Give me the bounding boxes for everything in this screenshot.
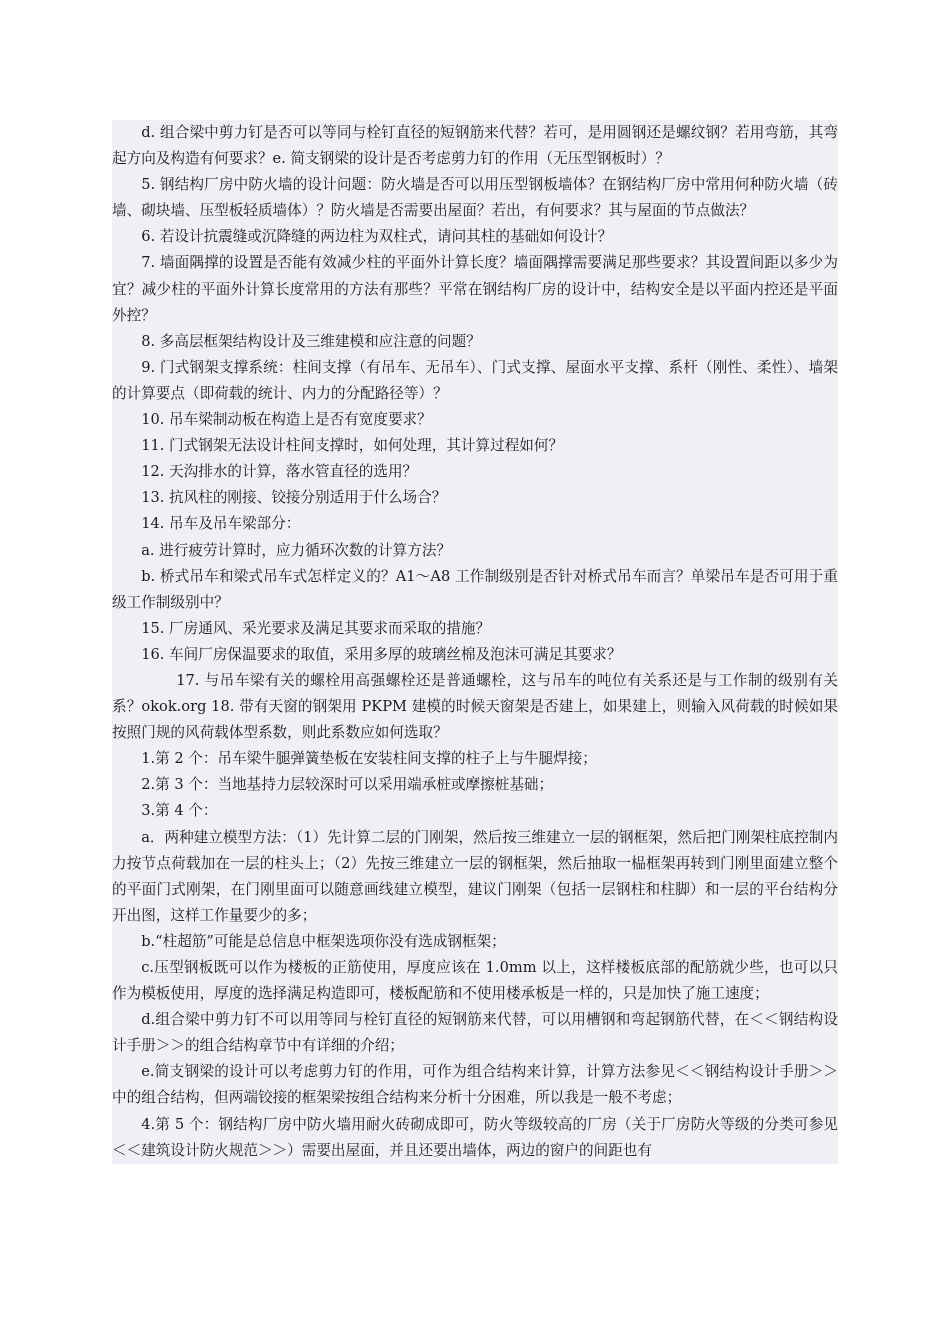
- paragraph-answer-3-d: d.组合梁中剪力钉不可以用等同与栓钉直径的短钢筋来代替，可以用槽钢和弯起钢筋代替，在＜＜钢结构设计手册＞＞的组合结构章节中有详细的介绍；: [112, 1007, 838, 1059]
- paragraph-q14-a: a. 进行疲劳计算时，应力循环次数的计算方法？: [112, 538, 838, 564]
- paragraph-q11: 11. 门式钢架无法设计柱间支撑时，如何处理，其计算过程如何？: [112, 433, 838, 459]
- paragraph-answer-3-b: b.“柱超筋”可能是总信息中框架选项你没有选成钢框架；: [112, 929, 838, 955]
- paragraph-answer-3-c: c.压型钢板既可以作为楼板的正筋使用，厚度应该在 1.0mm 以上，这样楼板底部的配筋就少些，也可以只作为模板使用，厚度的选择满足构造即可，楼板配筋和不使用楼承板是一样的，只是加快了施工速度；: [112, 955, 838, 1007]
- paragraph-q17-q18: 17. 与吊车梁有关的螺栓用高强螺栓还是普通螺栓，这与吊车的吨位有关系还是与工作制的级别有关系？okok.org 18. 带有天窗的钢架用 PKPM 建模的时候天窗架是否建上，如果建上，则输入风荷载的时候如果按照门规的风荷载体型系数，则此系数应如何选取？: [112, 668, 838, 746]
- paragraph-answer-1: 1.第 2 个：吊车梁牛腿弹簧垫板在安装柱间支撑的柱子上与牛腿焊接；: [112, 746, 838, 772]
- paragraph-q16: 16. 车间厂房保温要求的取值，采用多厚的玻璃丝棉及泡沫可满足其要求？: [112, 642, 838, 668]
- paragraph-q6: 6. 若设计抗震缝或沉降缝的两边柱为双柱式，请问其柱的基础如何设计？: [112, 224, 838, 250]
- paragraph-q8: 8. 多高层框架结构设计及三维建模和应注意的问题？: [112, 329, 838, 355]
- paragraph-q7: 7. 墙面隅撑的设置是否能有效减少柱的平面外计算长度？墙面隅撑需要满足那些要求？其设置间距以多少为宜？减少柱的平面外计算长度常用的方法有那些？平常在钢结构厂房的设计中，结构安全是以平面内控还是平面外控？: [112, 250, 838, 328]
- paragraph-q14-b: b. 桥式吊车和梁式吊车式怎样定义的？A1～A8 工作制级别是否针对桥式吊车而言？单梁吊车是否可用于重级工作制级别中？: [112, 564, 838, 616]
- paragraph-q12: 12. 天沟排水的计算，落水管直径的选用？: [112, 459, 838, 485]
- paragraph-q15: 15. 厂房通风、采光要求及满足其要求而采取的措施？: [112, 616, 838, 642]
- paragraph-answer-3-e: e.简支钢梁的设计可以考虑剪力钉的作用，可作为组合结构来计算，计算方法参见＜＜钢结构设计手册＞＞中的组合结构，但两端铰接的框架梁按组合结构来分析十分困难，所以我是一般不考虑；: [112, 1059, 838, 1111]
- paragraph-q9: 9. 门式钢架支撑系统：柱间支撑（有吊车、无吊车）、门式支撑、屋面水平支撑、系杆（刚性、柔性）、墙架的计算要点（即荷载的统计、内力的分配路径等）？: [112, 355, 838, 407]
- paragraph-q10: 10. 吊车梁制动板在构造上是否有宽度要求？: [112, 407, 838, 433]
- paragraph-q13: 13. 抗风柱的刚接、铰接分别适用于什么场合？: [112, 485, 838, 511]
- paragraph-answer-3: 3.第 4 个：: [112, 798, 838, 824]
- document-page: [112, 120, 838, 1164]
- paragraph-answer-4: 4.第 5 个：钢结构厂房中防火墙用耐火砖砌成即可，防火等级较高的厂房（关于厂房防火等级的分类可参见＜＜建筑设计防火规范＞＞）需要出屋面，并且还要出墙体，两边的窗户的间距也有: [112, 1112, 838, 1164]
- paragraph-answer-2: 2.第 3 个：当地基持力层较深时可以采用端承桩或摩擦桩基础；: [112, 772, 838, 798]
- paragraph-answer-3-a: a．两种建立模型方法：（1）先计算二层的门刚架，然后按三维建立一层的钢框架，然后把门刚架柱底控制内力按节点荷载加在一层的柱头上；（2）先按三维建立一层的钢框架，然后抽取一榀框架再转到门刚里面建立整个的平面门式刚架，在门刚里面可以随意画线建立模型，建议门刚架（包括一层钢柱和柱脚）和一层的平台结构分开出图，这样工作量要少的多；: [112, 825, 838, 929]
- paragraph-q5: 5. 钢结构厂房中防火墙的设计问题：防火墙是否可以用压型钢板墙体？在钢结构厂房中常用何种防火墙（砖墙、砌块墙、压型板轻质墙体）？防火墙是否需要出屋面？若出，有何要求？其与屋面的节点做法？: [112, 172, 838, 224]
- paragraph-q14: 14. 吊车及吊车梁部分：: [112, 511, 838, 537]
- paragraph-q4-de: d. 组合梁中剪力钉是否可以等同与栓钉直径的短钢筋来代替？若可，是用圆钢还是螺纹钢？若用弯筋，其弯起方向及构造有何要求？e. 简支钢梁的设计是否考虑剪力钉的作用（无压型钢板时）？: [112, 120, 838, 172]
